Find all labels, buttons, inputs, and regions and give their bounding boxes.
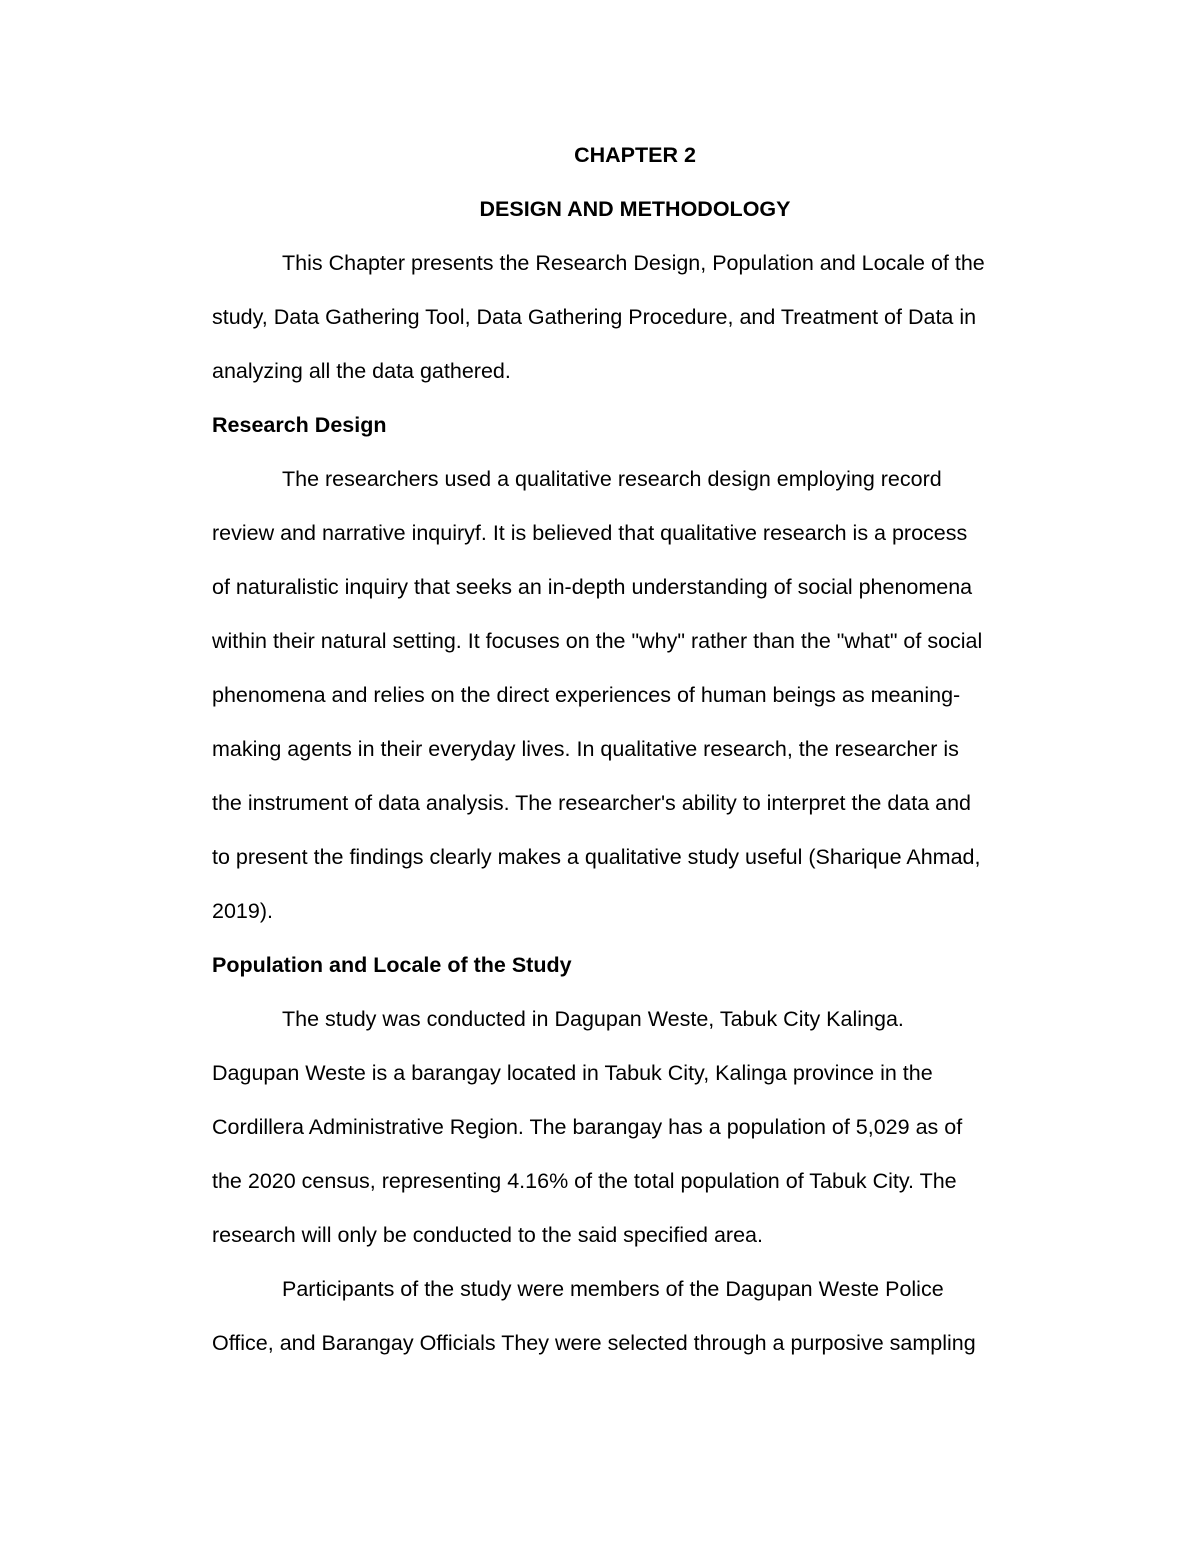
chapter-title: DESIGN AND METHODOLOGY — [479, 197, 791, 221]
research-design-paragraph — [212, 452, 1058, 938]
paragraph-line: the 2020 census, representing 4.16% of the total population of Tabuk City. The — [212, 1169, 957, 1193]
paragraph-line: within their natural setting. It focuses on the "why" rather than the "what" of social — [212, 629, 983, 653]
paragraph-line: review and narrative inquiryf. It is believed that qualitative research is a process — [212, 521, 968, 545]
paragraph-line: the instrument of data analysis. The researcher's ability to interpret the data and — [212, 791, 972, 815]
paragraph-line: phenomena and relies on the direct experiences of human beings as meaning- — [212, 683, 961, 707]
paragraph-line: Dagupan Weste is a barangay located in Tabuk City, Kalinga province in the — [212, 1061, 933, 1085]
intro-paragraph — [212, 236, 1058, 398]
paragraph-line: to present the findings clearly makes a qualitative study useful (Sharique Ahmad, — [212, 845, 981, 869]
paragraph-line: making agents in their everyday lives. In qualitative research, the researcher is — [212, 737, 959, 761]
document-body — [212, 128, 1058, 1370]
paragraph-line: 2019). — [212, 899, 273, 923]
paragraph-line: of naturalistic inquiry that seeks an in-depth understanding of social phenomena — [212, 575, 973, 599]
section-heading-research-design: Research Design — [212, 413, 387, 437]
population-locale-paragraph — [212, 992, 1058, 1262]
paragraph-line: analyzing all the data gathered. — [212, 359, 511, 383]
paragraph-line: Office, and Barangay Officials They were selected through a purposive sampling — [212, 1331, 976, 1355]
paragraph-line: The study was conducted in Dagupan Weste, Tabuk City Kalinga. — [282, 1007, 904, 1031]
paragraph-line: The researchers used a qualitative research design employing record — [282, 467, 942, 491]
chapter-label: CHAPTER 2 — [574, 143, 696, 167]
participants-paragraph — [212, 1262, 1058, 1370]
paragraph-line: Participants of the study were members of the Dagupan Weste Police — [282, 1277, 944, 1301]
paragraph-line: research will only be conducted to the said specified area. — [212, 1223, 763, 1247]
paragraph-line: study, Data Gathering Tool, Data Gathering Procedure, and Treatment of Data in — [212, 305, 977, 329]
paragraph-line: Cordillera Administrative Region. The barangay has a population of 5,029 as of — [212, 1115, 963, 1139]
paragraph-line: This Chapter presents the Research Design, Population and Locale of the — [282, 251, 985, 275]
section-heading-population-locale: Population and Locale of the Study — [212, 953, 572, 977]
